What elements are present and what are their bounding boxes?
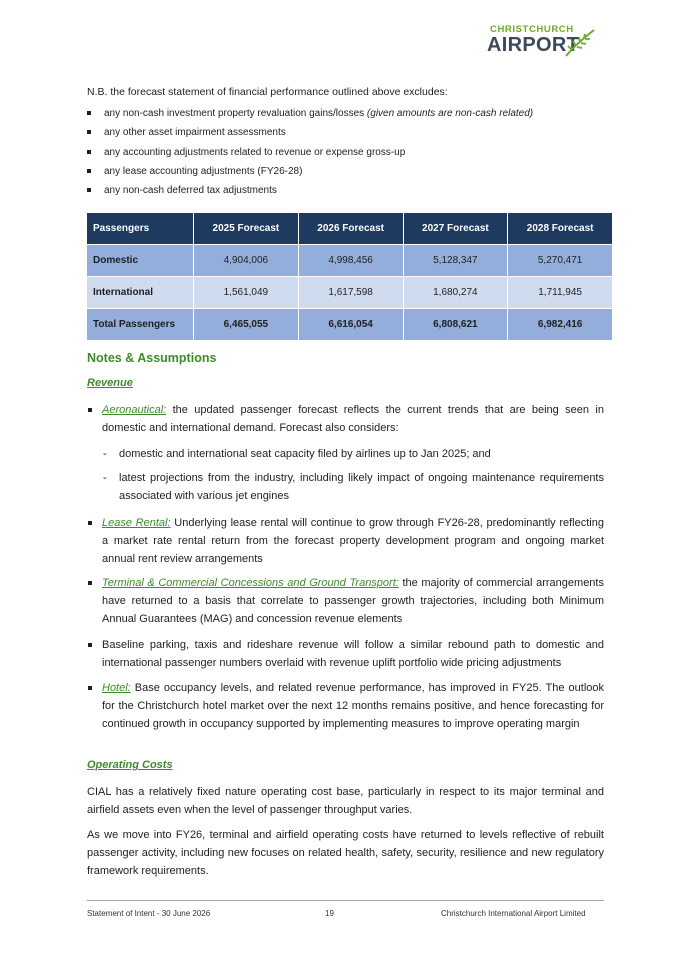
aeronautical-bullet	[102, 401, 604, 437]
column-header: 2025 Forecast	[194, 213, 299, 245]
hotel-label: Hotel:	[102, 682, 131, 694]
lease-rental-bullet	[102, 514, 604, 568]
table-cell: 4,998,456	[298, 245, 403, 277]
row-label: Domestic	[87, 245, 194, 277]
table-cell: 6,808,621	[403, 309, 508, 341]
nb-intro: N.B. the forecast statement of financial performance outlined above excludes:	[87, 86, 448, 98]
sub-item-text: latest projections from the industry, including likely impact of ongoing maintenance requirements associated with various jet engines	[119, 472, 604, 502]
footer-left: Statement of Intent - 30 June 2026	[87, 909, 211, 918]
nb-item-note: (given amounts are non-cash related)	[366, 108, 534, 119]
bullet-square-icon	[87, 169, 91, 173]
table-cell: 6,616,054	[298, 309, 403, 341]
operating-costs-heading: Operating Costs	[87, 759, 173, 771]
terminal-concessions-text: the majority of commercial arrangements have returned to a basis that correlate to passenger growth trajectories, including both Minimum Annual Guarantees (MAG) and concession revenue elements	[102, 577, 604, 625]
aeronautical-sub-item	[103, 445, 604, 463]
hotel-bullet	[102, 679, 604, 733]
aeronautical-text: the updated passenger forecast reflects the current trends that are being seen in domestic and international demand. Forecast also considers:	[102, 404, 604, 434]
bullet-square-icon	[88, 521, 92, 525]
terminal-concessions-label: Terminal & Commercial Concessions and Ground Transport:	[102, 577, 399, 589]
lease-rental-text: Underlying lease rental will continue to grow through FY26-28, predominantly reflecting a market rate rental return from the forecast property development program and ongoing market annual rent review arrangements	[102, 517, 604, 565]
table-cell: 1,711,945	[508, 277, 613, 309]
table-row	[87, 277, 613, 309]
column-header: 2027 Forecast	[403, 213, 508, 245]
sub-item-text: domestic and international seat capacity filed by airlines up to Jan 2025; and	[119, 448, 491, 460]
column-header: 2028 Forecast	[508, 213, 613, 245]
logo-line2: AIRPORT	[487, 34, 580, 56]
table-header-row	[87, 213, 613, 245]
dash-bullet: -	[103, 472, 107, 484]
operating-costs-paragraph: CIAL has a relatively fixed nature operating cost base, particularly in respect to its major terminal and airfield assets even when the level of passenger throughput varies.	[87, 786, 604, 816]
nb-item-text: any non-cash deferred tax adjustments	[104, 185, 277, 196]
column-header: 2026 Forecast	[298, 213, 403, 245]
table-cell: 5,128,347	[403, 245, 508, 277]
table-cell: 4,904,006	[194, 245, 299, 277]
lease-rental-label: Lease Rental:	[102, 517, 171, 529]
parking-text: Baseline parking, taxis and rideshare revenue will follow a similar rebound path to domestic and international passenger numbers overlaid with revenue uplift portfolio wide pricing adjustments	[102, 639, 604, 669]
row-label: Total Passengers	[87, 309, 194, 341]
column-header: Passengers	[87, 213, 194, 245]
bullet-square-icon	[87, 111, 91, 115]
section-heading: Notes & Assumptions	[87, 351, 217, 365]
hotel-text: Base occupancy levels, and related revenue performance, has improved in FY25. The outlook for the Christchurch hotel market over the next 12 months remains positive, and hence forecasting for continued growth in occupancy supported by implementing measures to improve operating margin	[102, 682, 604, 730]
table-cell: 1,561,049	[194, 277, 299, 309]
operating-costs-paragraph: As we move into FY26, terminal and airfield operating costs have returned to levels reflective of rebuilt passenger activity, including new focuses on related health, safety, security, resilience and new regulatory framework requirements.	[87, 829, 604, 877]
christchurch-airport-logo	[478, 24, 606, 62]
page-number: 19	[325, 909, 334, 918]
table-cell: 1,617,598	[298, 277, 403, 309]
logo-line1: CHRISTCHURCH	[490, 24, 574, 35]
bullet-square-icon	[87, 130, 91, 134]
dash-bullet: -	[103, 448, 107, 460]
revenue-heading: Revenue	[87, 377, 133, 389]
footer-right: Christchurch International Airport Limited	[441, 909, 586, 918]
nb-item-text: any non-cash investment property revaluation gains/losses	[104, 108, 367, 119]
bullet-square-icon	[88, 643, 92, 647]
bullet-square-icon	[88, 581, 92, 585]
table-cell: 5,270,471	[508, 245, 613, 277]
parking-bullet	[102, 636, 604, 672]
bullet-square-icon	[88, 686, 92, 690]
table-cell: 6,982,416	[508, 309, 613, 341]
aeronautical-sub-item	[103, 469, 604, 505]
bullet-square-icon	[87, 188, 91, 192]
bullet-square-icon	[88, 408, 92, 412]
footer-divider	[87, 900, 604, 901]
table-cell: 1,680,274	[403, 277, 508, 309]
table-cell: 6,465,055	[194, 309, 299, 341]
row-label: International	[87, 277, 194, 309]
table-row-total	[87, 309, 613, 341]
table-row	[87, 245, 613, 277]
passenger-forecast-table	[86, 212, 613, 341]
bullet-square-icon	[87, 150, 91, 154]
aeronautical-label: Aeronautical:	[102, 404, 167, 416]
terminal-concessions-bullet	[102, 574, 604, 628]
nb-item-text: any accounting adjustments related to revenue or expense gross-up	[104, 147, 406, 158]
nb-item-text: any other asset impairment assessments	[104, 127, 286, 138]
nb-item-text: any lease accounting adjustments (FY26-28)	[104, 166, 303, 177]
fern-leaf-icon	[562, 26, 598, 60]
